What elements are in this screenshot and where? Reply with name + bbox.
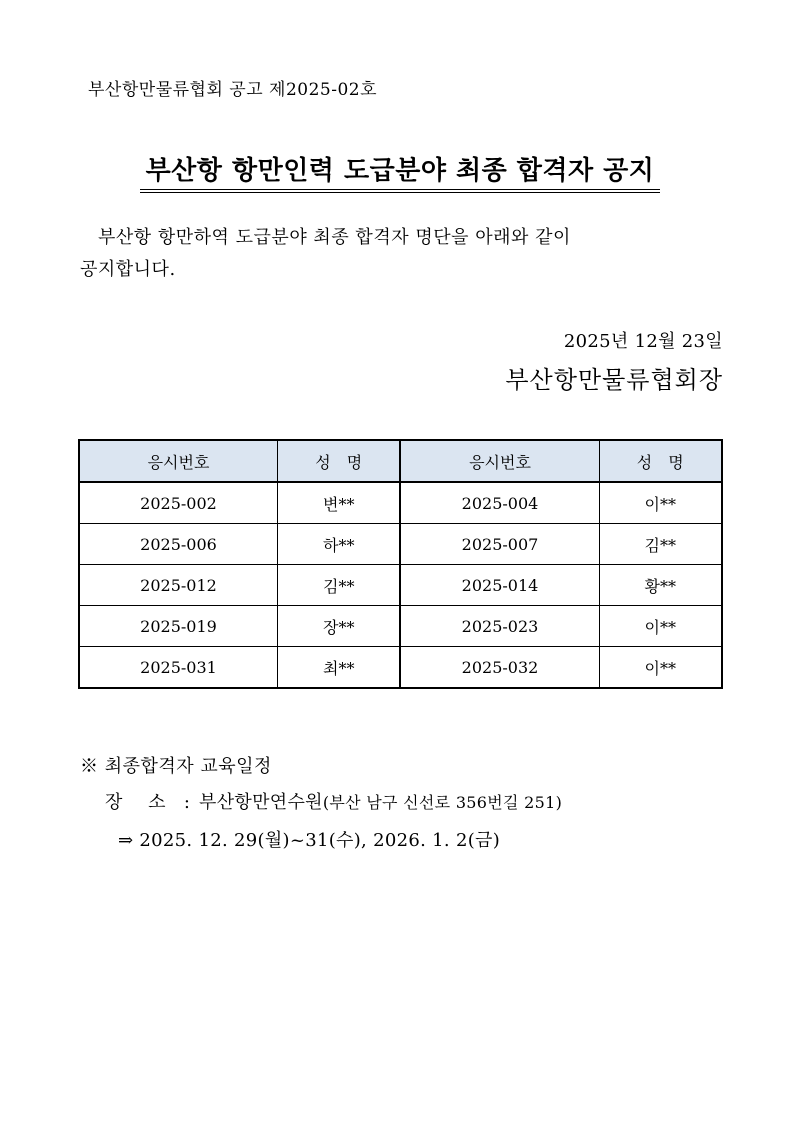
table-row	[79, 565, 722, 606]
name-cell: 김**	[278, 565, 401, 606]
table-row	[79, 482, 722, 524]
results-table	[78, 439, 723, 689]
name-cell: 하**	[278, 524, 401, 565]
signer: 부산항만물류협회장	[505, 366, 723, 394]
name-cell: 김**	[599, 524, 722, 565]
header-name: 성 명	[599, 440, 722, 482]
title-container	[0, 150, 800, 193]
exam-number-cell: 2025-002	[79, 482, 278, 524]
exam-number-cell: 2025-032	[400, 647, 599, 689]
intro-line-1: 부산항 항만하역 도급분야 최종 합격자 명단을 아래와 같이	[98, 227, 571, 248]
table-header-row	[79, 440, 722, 482]
name-cell: 장**	[278, 606, 401, 647]
exam-number-cell: 2025-012	[79, 565, 278, 606]
exam-number-cell: 2025-014	[400, 565, 599, 606]
exam-number-cell: 2025-031	[79, 647, 278, 689]
place-label: 장 소	[105, 792, 176, 813]
name-cell: 이**	[599, 606, 722, 647]
name-cell: 황**	[599, 565, 722, 606]
name-cell: 이**	[599, 482, 722, 524]
place-name: 부산항만연수원	[199, 792, 323, 813]
issue-date: 2025년 12월 23일	[563, 331, 723, 352]
exam-number-cell: 2025-004	[400, 482, 599, 524]
document-title: 부산항 항만인력 도급분야 최종 합격자 공지	[140, 150, 661, 193]
education-section-title: ※ 최종합격자 교육일정	[80, 756, 272, 777]
intro-paragraph	[80, 222, 680, 286]
intro-line-2: 공지합니다.	[80, 259, 176, 280]
header-exam-number: 응시번호	[79, 440, 278, 482]
exam-number-cell: 2025-007	[400, 524, 599, 565]
place-address: (부산 남구 신선로 356번길 251)	[322, 793, 563, 812]
table-row	[79, 647, 722, 689]
table-row	[79, 524, 722, 565]
name-cell: 변**	[278, 482, 401, 524]
education-place	[105, 788, 562, 814]
exam-number-cell: 2025-019	[79, 606, 278, 647]
exam-number-cell: 2025-006	[79, 524, 278, 565]
header-exam-number: 응시번호	[400, 440, 599, 482]
header-name: 성 명	[278, 440, 401, 482]
notice-number: 부산항만물류협회 공고 제2025-02호	[88, 80, 378, 100]
name-cell: 이**	[599, 647, 722, 689]
place-colon: :	[183, 792, 191, 813]
exam-number-cell: 2025-023	[400, 606, 599, 647]
education-schedule: ⇒ 2025. 12. 29(월)~31(수), 2026. 1. 2(금)	[118, 830, 501, 851]
table-row	[79, 606, 722, 647]
name-cell: 최**	[278, 647, 401, 689]
